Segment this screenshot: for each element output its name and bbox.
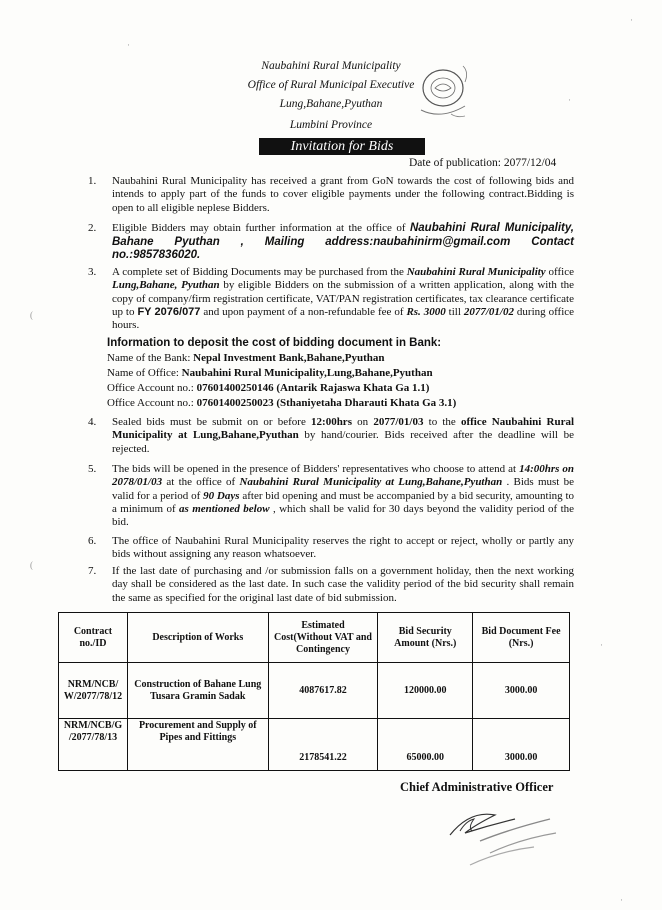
item-3-part-g: and upon payment of a non-refundable fee of bbox=[200, 305, 407, 318]
publication-date: Date of publication: 2077/12/04 bbox=[409, 157, 557, 169]
bank-info-heading: Information to deposit the cost of bidding document in Bank: bbox=[107, 337, 442, 349]
bids-table bbox=[58, 612, 570, 771]
scan-speck: ( bbox=[30, 560, 33, 570]
bank-office-label: Name of Office: bbox=[107, 367, 182, 379]
header-description: Description of Works bbox=[127, 613, 268, 663]
item-5-opening-time: 14:00hrs on 2078/01/03 bbox=[112, 463, 575, 489]
item-4-date: 2077/01/03 bbox=[373, 416, 424, 428]
item-3-text bbox=[112, 266, 574, 332]
municipality-name: Naubahini Rural Municipality bbox=[261, 60, 401, 72]
scan-speck: · bbox=[600, 640, 603, 650]
item-5-text bbox=[112, 463, 574, 529]
document-fee: 3000.00 bbox=[473, 663, 570, 719]
work-description: Procurement and Supply of Pipes and Fittings bbox=[127, 719, 268, 771]
invitation-banner: Invitation for Bids bbox=[259, 138, 425, 155]
item-3-part-k: during office hours. bbox=[112, 305, 575, 332]
item-3-deadline: 2077/01/02 bbox=[463, 305, 514, 318]
item-4-part-a: Sealed bids must be submit on or before bbox=[112, 416, 312, 428]
item-number-1: 1. bbox=[88, 175, 97, 187]
header-estimated-cost: Estimated Cost(Without VAT and Contingency bbox=[268, 613, 378, 663]
estimated-cost: 4087617.82 bbox=[268, 663, 378, 719]
scan-speck: · bbox=[620, 895, 623, 905]
contract-id: NRM/NCB/ W/2077/78/12 bbox=[59, 663, 128, 719]
item-3-part-i: till bbox=[445, 305, 464, 318]
table-row bbox=[59, 663, 570, 719]
item-4-part-g: by hand/courier. Bids received after the deadline will be rejected. bbox=[112, 429, 574, 455]
item-2-intro: Eligible Bidders may obtain further information at the office of bbox=[112, 222, 410, 234]
scan-speck: · bbox=[127, 40, 130, 50]
item-5-validity: 90 Days bbox=[203, 489, 240, 502]
bank-account-2-value: 07601400250023 (Sthaniyetaha Dharauti Khata Ga 3.1) bbox=[196, 397, 457, 409]
document-fee: 3000.00 bbox=[473, 719, 570, 771]
item-3-part-c: office bbox=[545, 266, 575, 278]
bank-office-line bbox=[107, 367, 433, 379]
item-5-office: Naubahini Rural Municipality at Lung,Bahane,Pyuthan bbox=[239, 476, 503, 489]
item-4-office: office Naubahini Rural Municipality at Lung,Bahane,Pyuthan bbox=[112, 416, 575, 442]
item-3-municipality: Naubahini Rural Municipality bbox=[406, 266, 546, 278]
item-5-part-e: . Bids must be valid for a period of bbox=[112, 476, 574, 502]
handwritten-signature-icon bbox=[430, 795, 570, 885]
header-contract: Contract no./ID bbox=[59, 613, 128, 663]
item-7-text: If the last date of purchasing and /or submission falls on a government holiday, then the next working day shall be considered as the last date. In such case the validity period of the bid security shall remain the same as specified for the original last date of bid submission. bbox=[112, 565, 574, 604]
bank-name-line bbox=[107, 352, 384, 364]
bank-account-2-label: Office Account no.: bbox=[107, 397, 197, 409]
item-4-text bbox=[112, 416, 574, 456]
bank-name-label: Name of the Bank: bbox=[107, 352, 194, 364]
item-5-part-a: The bids will be opened in the presence of Bidders' representatives who choose to attend at bbox=[112, 463, 520, 475]
item-number-2: 2. bbox=[88, 222, 97, 234]
bid-security: 120000.00 bbox=[378, 663, 473, 719]
item-3-part-e: by eligible Bidders on the submission of a written application, along with the copy of company/firm registration certificate, VAT/PAN registration certificates, tax clearance certificate up to bbox=[112, 279, 575, 318]
office-name: Office of Rural Municipal Executive bbox=[247, 79, 415, 91]
bank-account-2-line bbox=[107, 397, 456, 409]
address-line: Lung,Bahane,Pyuthan bbox=[279, 98, 383, 110]
work-description: Construction of Bahane Lung Tusara Gramin Sadak bbox=[127, 663, 268, 719]
item-number-7: 7. bbox=[88, 565, 97, 577]
item-number-4: 4. bbox=[88, 416, 97, 428]
table-header-row bbox=[59, 613, 570, 663]
item-2-text bbox=[112, 222, 574, 263]
bid-security: 65000.00 bbox=[378, 719, 473, 771]
item-4-time: 12:00hrs bbox=[311, 416, 352, 428]
item-3-fee: Rs. 3000 bbox=[406, 305, 446, 318]
header-document-fee: Bid Document Fee (Nrs.) bbox=[473, 613, 570, 663]
item-number-5: 5. bbox=[88, 463, 97, 475]
bank-office-value: Naubahini Rural Municipality,Lung,Bahane,Pyuthan bbox=[181, 367, 433, 379]
bank-name-value: Nepal Investment Bank,Bahane,Pyuthan bbox=[193, 352, 385, 364]
province-line: Lumbini Province bbox=[289, 119, 373, 131]
item-4-part-e: to the bbox=[423, 416, 461, 428]
item-5-part-c: at the office of bbox=[162, 476, 240, 489]
item-5-part-i: , which shall be valid for 30 days beyond the validity period of the bid. bbox=[112, 502, 575, 529]
item-4-part-c: on bbox=[351, 416, 374, 428]
scan-speck: · bbox=[568, 95, 571, 105]
signatory-title: Chief Administrative Officer bbox=[400, 780, 554, 794]
item-5-mentioned: as mentioned below bbox=[179, 502, 270, 515]
item-3-location: Lung,Bahane, Pyuthan bbox=[112, 279, 220, 292]
bank-account-1-line bbox=[107, 382, 429, 394]
bank-account-1-value: 07601400250146 (Antarik Rajaswa Khata Ga 1.1) bbox=[196, 382, 430, 394]
item-number-6: 6. bbox=[88, 535, 97, 547]
item-3-fiscal-year: FY 2076/077 bbox=[137, 305, 201, 318]
item-2-contact: Naubahini Rural Municipality, Bahane Pyuthan , Mailing address:naubahinirm@gmail.com Contact no.:9857836020. bbox=[112, 222, 575, 261]
contract-id: NRM/NCB/G /2077/78/13 bbox=[59, 719, 128, 771]
item-5-part-g: after bid opening and must be accompanied by a bid security, amounting to a minimum of bbox=[112, 489, 575, 515]
estimated-cost: 2178541.22 bbox=[268, 719, 378, 771]
scan-speck: ( bbox=[30, 310, 33, 320]
item-3-part-a: A complete set of Bidding Documents may be purchased from the bbox=[112, 266, 407, 278]
header-bid-security: Bid Security Amount (Nrs.) bbox=[378, 613, 473, 663]
item-6-text: The office of Naubahini Rural Municipality reserves the right to accept or reject, wholly or partly any bids without assigning any reason whatsoever. bbox=[112, 535, 574, 561]
bank-account-1-label: Office Account no.: bbox=[107, 382, 197, 394]
scan-speck: · bbox=[630, 15, 633, 25]
table-row bbox=[59, 719, 570, 771]
item-number-3: 3. bbox=[88, 266, 97, 278]
office-stamp-icon bbox=[411, 58, 481, 126]
item-1-text: Naubahini Rural Municipality has received a grant from GoN towards the cost of following bids and intends to apply part of the funds to cover eligible payments under the following contract.Bidding is open to all eligible neplese Bidders. bbox=[112, 175, 574, 214]
